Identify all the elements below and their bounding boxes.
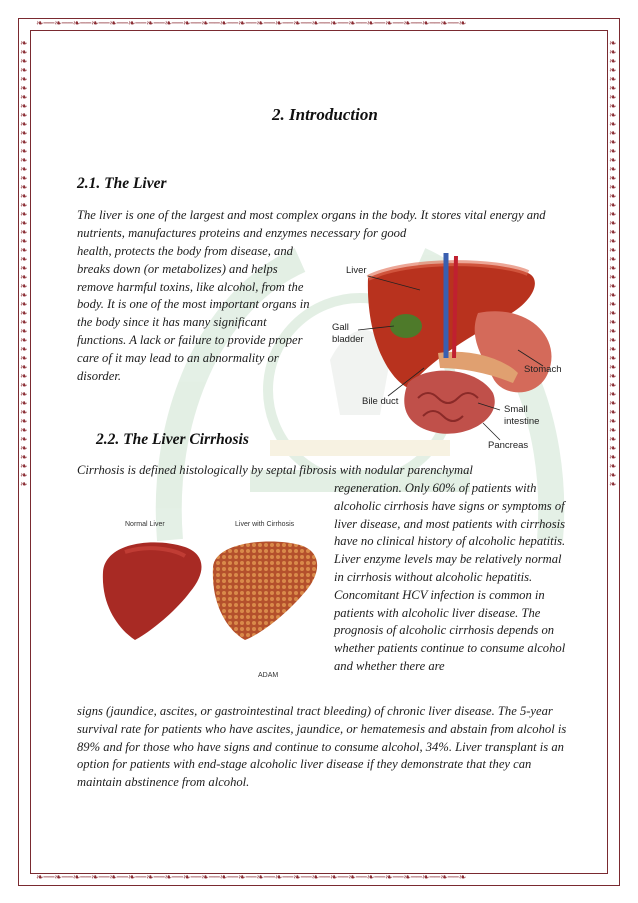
normal-liver-shape — [103, 542, 202, 640]
liver-paragraph-wrapped: health, protects the body from disease, and breaks down (or metabolizes) and helps remove harmful toxins, like alcohol, from the body. It is one of the most important organs in the body since it has many significant functions. A lack or failure to provide proper care of it may lead to an abnormality or disorder. — [77, 244, 310, 383]
cirrhotic-liver-shape — [213, 541, 317, 640]
ornament-border-left: ❧❧❧❧❧❧❧❧❧❧❧❧❧❧❧❧❧❧❧❧❧❧❧❧❧❧❧❧❧❧❧❧❧❧❧❧❧❧❧❧❧❧❧❧❧❧❧❧❧❧ — [20, 39, 28, 490]
ornament-border-bottom: ❧──❧──❧──❧──❧──❧──❧──❧──❧──❧──❧──❧──❧──❧──❧──❧──❧──❧──❧──❧──❧──❧──❧──❧ — [36, 873, 467, 883]
subsection-heading-liver: 2.1. The Liver — [77, 175, 167, 192]
label-liver-with-cirrhosis: Liver with Cirrhosis — [235, 521, 295, 528]
cirrhosis-intro-line: Cirrhosis is defined histologically by septal fibrosis with nodular parenchymal — [77, 463, 473, 477]
label-intestine: intestine — [504, 416, 540, 427]
gall-bladder-shape — [390, 314, 422, 338]
liver-anatomy-figure — [328, 248, 574, 450]
label-pancreas: Pancreas — [488, 440, 529, 450]
normal-vs-cirrhosis-figure — [95, 512, 330, 687]
ornament-border-top: ❧──❧──❧──❧──❧──❧──❧──❧──❧──❧──❧──❧──❧──❧──❧──❧──❧──❧──❧──❧──❧──❧──❧──❧ — [36, 19, 467, 29]
figure-credit-mark: ADAM — [258, 672, 279, 679]
ornament-border-right: ❧❧❧❧❧❧❧❧❧❧❧❧❧❧❧❧❧❧❧❧❧❧❧❧❧❧❧❧❧❧❧❧❧❧❧❧❧❧❧❧❧❧❧❧❧❧❧❧❧❧ — [609, 39, 617, 490]
label-gall: Gall — [332, 322, 349, 333]
label-stomach: Stomach — [524, 364, 562, 375]
subsection-heading-cirrhosis: 2.2. The Liver Cirrhosis — [96, 431, 249, 448]
label-bladder: bladder — [332, 334, 364, 345]
label-small: Small — [504, 404, 528, 415]
liver-paragraph-full-width: The liver is one of the largest and most complex organs in the body. It stores vital energy and nutrients, manufactures proteins and enzymes necessary for good — [77, 208, 546, 240]
cirrhosis-paragraph-wrapped: regeneration. Only 60% of patients with alcoholic cirrhosis have signs or symptoms of liver disease, and most patients with cirrhosis have no clinical history of alcoholic hepatitis. Liver enzyme levels may be relatively normal in cirrhosis without alcoholic hepatitis. Concomitant HCV infection is common in patients with alcoholic liver disease. The prognosis of alcoholic cirrhosis depends on whether patients continue to consume alcohol and whether there are — [334, 481, 566, 673]
section-heading-introduction: 2. Introduction — [272, 105, 378, 124]
label-bile-duct: Bile duct — [362, 396, 399, 407]
cirrhosis-paragraph-full-width: signs (jaundice, ascites, or gastrointestinal tract bleeding) of chronic liver disease. The 5-year survival rate for patients who have ascites, jaundice, or hematemesis and abstain from alcohol is 89% and for those who have signs and continue to consume alcohol, 34%. Liver transplant is an option for patients with end-stage alcoholic liver disease if they demonstrate that they can maintain abstinence from alcohol. — [77, 704, 567, 790]
label-liver: Liver — [346, 265, 367, 276]
label-normal-liver: Normal Liver — [125, 521, 165, 528]
